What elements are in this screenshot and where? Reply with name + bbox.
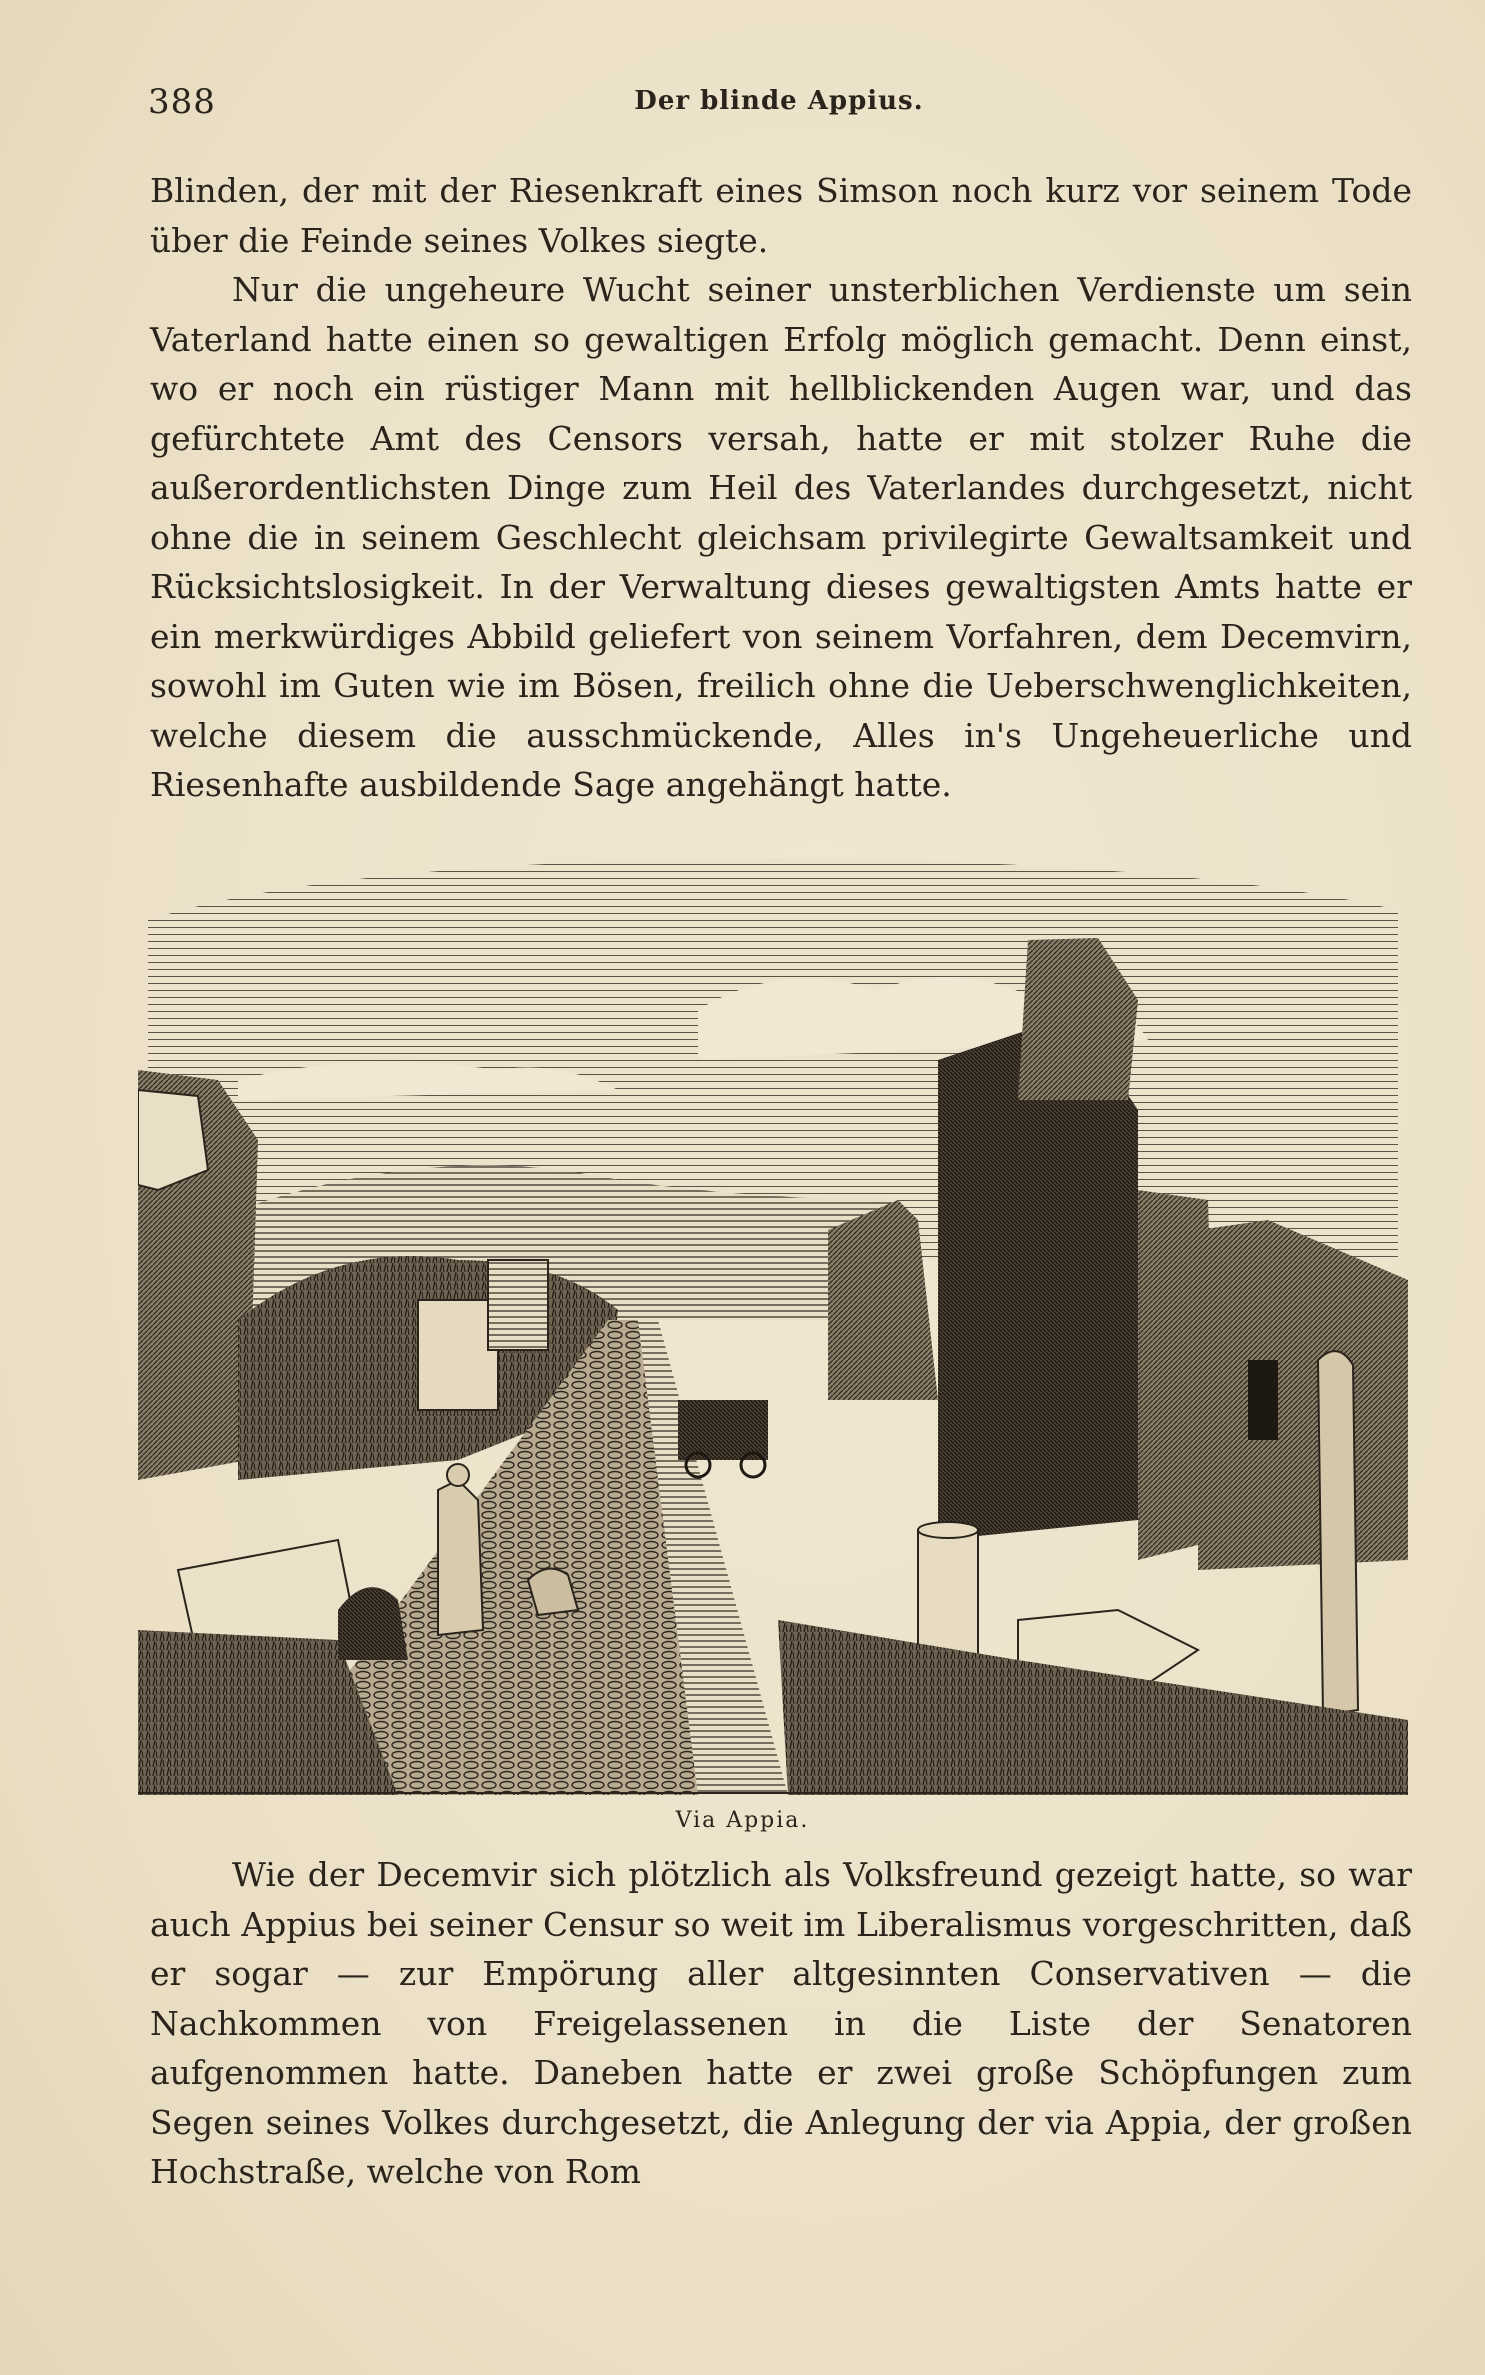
tomb (418, 1300, 498, 1410)
paragraph-1: Blinden, der mit der Riesenkraft eines Simson noch kurz vor seinem Tode über die Feinde seines Volkes siegte. (150, 171, 1412, 260)
paragraph-2: Nur die ungeheure Wucht seiner unsterblichen Verdienste um sein Vaterland hatte einen so gewaltigen Erfolg möglich gemacht. Denn einst, wo er noch ein rüstiger Mann mit hellblickenden Augen war, und das gefürchtete Amt des Censors versah, hatte er mit stolzer Ruhe die außerordentlichsten Dinge zum Heil des Vaterlandes durchgesetzt, nicht ohne die in seinem Geschlecht gleichsam privilegirte Gewaltsamkeit und Rücksichtslosigkeit. In der Verwaltung dieses gewaltigsten Amts hatte er ein merkwürdiges Abbild geliefert von seinem Vorfahren, dem Decemvirn, sowohl im Guten wie im Bösen, freilich ohne die Ueberschwenglichkeiten, welche diesem die ausschmückende, Alles in's Ungeheuerliche und Riesenhafte ausbildende Sage angehängt hatte. (150, 270, 1412, 804)
cart (678, 1400, 768, 1460)
column-fragment (918, 1530, 978, 1660)
left-ruin-light (138, 1090, 208, 1190)
figure-caption: Via Appia. (675, 1808, 810, 1833)
engraving-image (138, 840, 1408, 1795)
page-header (148, 82, 1410, 132)
statue (1318, 1351, 1358, 1715)
distant-building (488, 1260, 548, 1350)
right-wall-ruin (1198, 1220, 1408, 1570)
column-top (918, 1522, 978, 1538)
paragraph-3: Wie der Decemvir sich plötzlich als Volksfreund gezeigt hatte, so war auch Appius bei seiner Censur so weit im Liberalismus vorgeschritten, daß er sogar — zur Empörung aller altgesinnten Conservativen — die Nachkommen von Freigelassenen in die Liste der Senatoren aufgenommen hatte. Daneben hatte er zwei große Schöpfungen zum Segen seines Volkes durchgesetzt, die Anlegung der via Appia, der großen Hochstraße, welche von Rom (150, 1855, 1412, 2191)
doorway (1248, 1360, 1278, 1440)
text-block-top (150, 166, 1412, 810)
text-block-bottom (150, 1850, 1412, 2197)
standing-woman (438, 1480, 483, 1635)
woman-head (447, 1464, 469, 1486)
page-number: 388 (148, 82, 216, 122)
running-title: Der blinde Appius. (634, 86, 924, 116)
right-tower-ruin (938, 1030, 1138, 1540)
illustration-via-appia (138, 840, 1408, 1795)
